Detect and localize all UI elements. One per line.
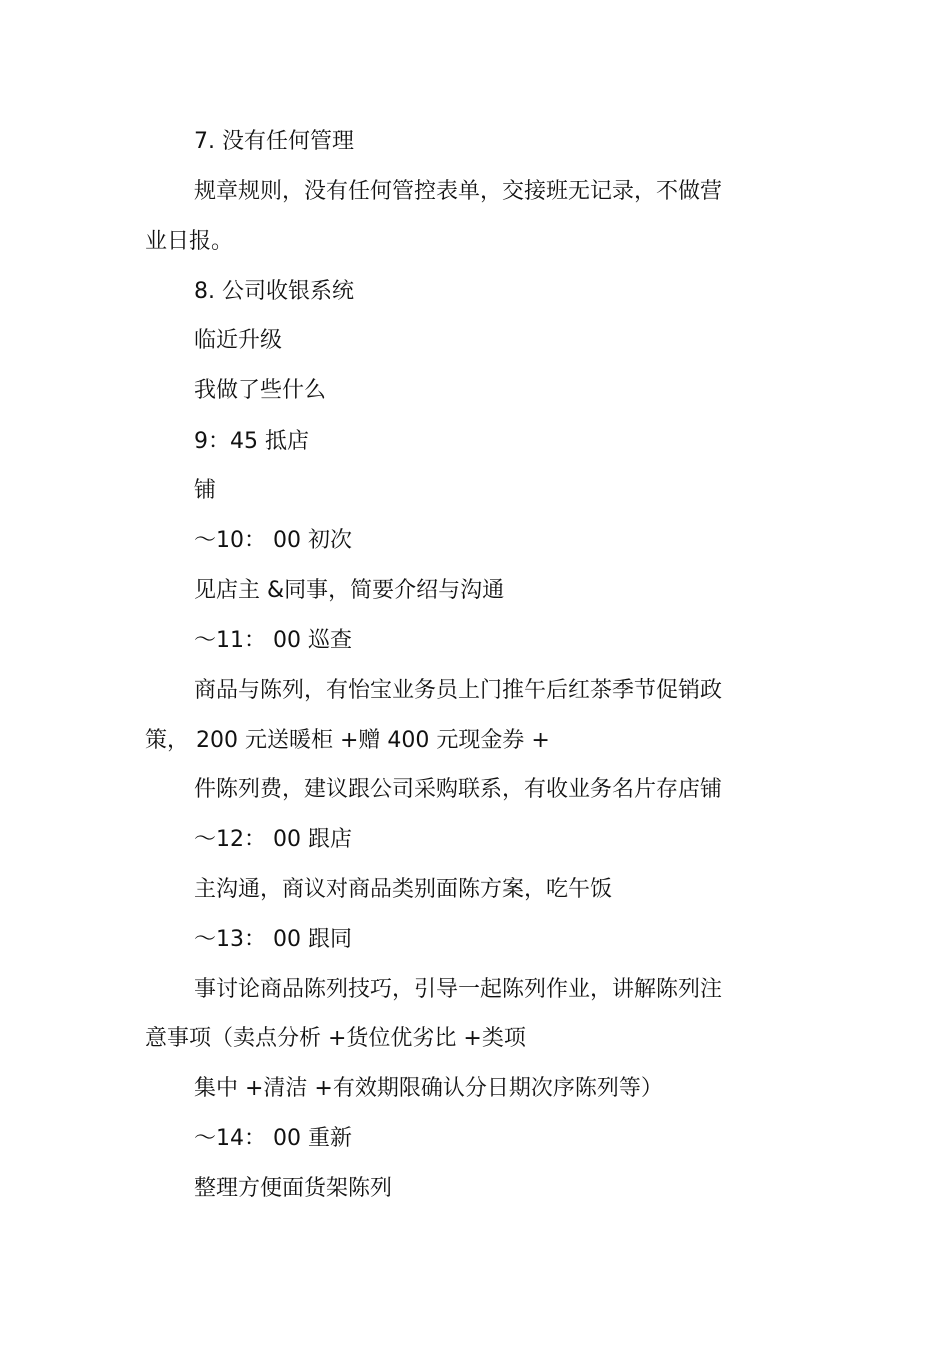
time-entry: 9：45 抵店 — [194, 429, 309, 454]
item-7-heading: 7. 没有任何管理 — [194, 129, 354, 154]
paragraph-line: 件陈列费，建议跟公司采购联系，有收业务名片存店铺 — [194, 777, 723, 802]
section-heading: 我做了些什么 — [194, 378, 327, 403]
paragraph-line: 见店主 &同事，简要介绍与沟通 — [194, 578, 505, 603]
paragraph-line: 意事项（卖点分析 +货位优劣比 +类项 — [145, 1026, 526, 1051]
time-entry: ～13： 00 跟同 — [194, 927, 352, 952]
paragraph-line: 事讨论商品陈列技巧，引导一起陈列作业，讲解陈列注 — [194, 977, 723, 1002]
paragraph-line: 策， 200 元送暖柜 +赠 400 元现金券 + — [145, 728, 550, 753]
time-entry: ～14： 00 重新 — [194, 1126, 352, 1151]
time-entry: ～12： 00 跟店 — [194, 827, 352, 852]
time-entry: ～10： 00 初次 — [194, 528, 352, 553]
paragraph-line: 商品与陈列，有怡宝业务员上门推午后红茶季节促销政 — [194, 678, 723, 703]
paragraph-line: 临近升级 — [194, 328, 283, 353]
paragraph-line: 业日报。 — [145, 229, 234, 254]
item-8-heading: 8. 公司收银系统 — [194, 279, 354, 304]
time-entry: ～11： 00 巡查 — [194, 628, 352, 653]
paragraph-line: 铺 — [194, 478, 217, 503]
paragraph-line: 主沟通，商议对商品类别面陈方案，吃午饭 — [194, 877, 613, 902]
paragraph-line: 集中 +清洁 +有效期限确认分日期次序陈列等） — [194, 1076, 663, 1101]
paragraph-line: 整理方便面货架陈列 — [194, 1176, 393, 1201]
paragraph-line: 规章规则，没有任何管控表单，交接班无记录，不做营 — [194, 179, 723, 204]
